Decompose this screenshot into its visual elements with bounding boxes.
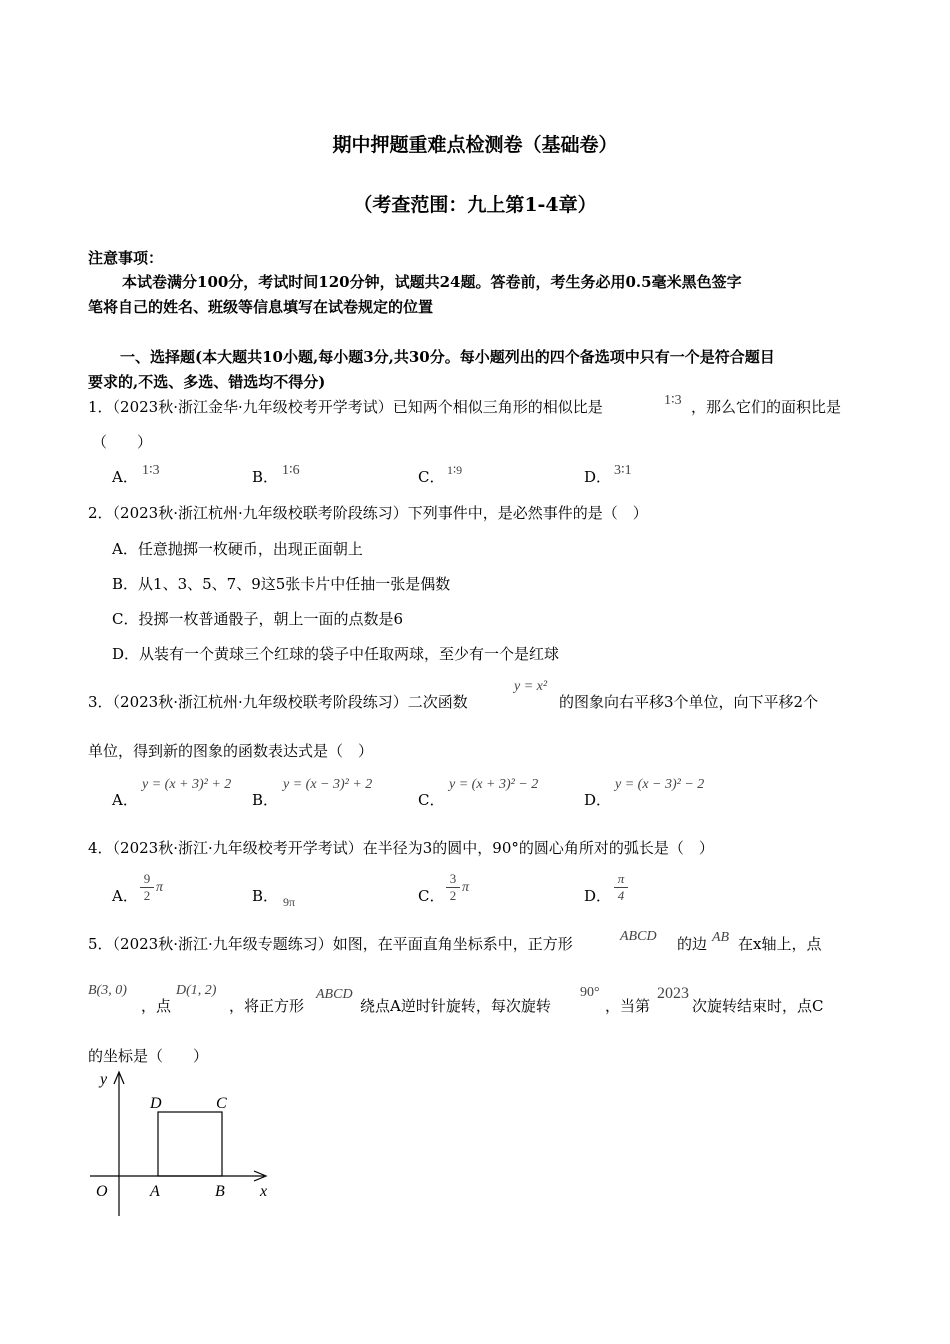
notice-line-1: 本试卷满分100分，考试时间120分钟，试题共24题。答卷前，考生务必用0.5毫米黑色签字: [122, 273, 742, 291]
label-b: B: [215, 1183, 225, 1200]
question-5-mid-4: ，将正方形: [229, 997, 305, 1015]
notice-heading: 注意事项：: [88, 249, 164, 267]
question-5-point-d: D(1, 2): [176, 983, 217, 998]
q4-option-d-label: D．: [584, 887, 612, 905]
label-a: A: [150, 1183, 160, 1200]
q4-option-a-denominator: 2: [143, 888, 151, 903]
question-5-mid-6: ，当第: [605, 997, 651, 1015]
q1-option-b-label: B．: [252, 468, 279, 486]
q4-option-c-label: C．: [418, 887, 445, 905]
question-5-mid-5: 绕点A逆时针旋转，每次旋转: [360, 997, 551, 1015]
question-3-line-2: 单位，得到新的图象的函数表达式是（ ）: [88, 742, 374, 760]
q3-option-c-value: y = (x + 3)² − 2: [449, 777, 539, 792]
question-1-tail: ，那么它们的面积比是: [691, 398, 842, 416]
q2-option-d: D．从装有一个黄球三个红球的袋子中任取两球，至少有一个是红球: [112, 645, 560, 663]
q2-option-a: A．任意抛掷一枚硬币，出现正面朝上: [112, 540, 363, 558]
question-3-function: y = x²: [514, 679, 548, 694]
q4-option-c-denominator: 2: [449, 888, 457, 903]
question-5-mid-1: 的边: [677, 935, 708, 953]
q4-option-d-fraction: [614, 872, 628, 903]
question-5-square: ABCD: [620, 929, 657, 944]
square-abcd: [158, 1112, 222, 1176]
label-x: x: [260, 1183, 268, 1200]
q4-option-d-numerator: π: [617, 871, 625, 886]
question-3-tail: 的图象向右平移3个单位，向下平移2个: [559, 693, 819, 711]
question-1-ratio: 1∶3: [664, 393, 682, 408]
section-heading-line-2: 要求的,不选、多选、错选均不得分): [88, 373, 326, 391]
q1-option-d-label: D．: [584, 468, 612, 486]
page-subtitle: （考查范围：九上第1-4章）: [353, 194, 597, 216]
question-2-stem: 2．（2023秋·浙江杭州·九年级校联考阶段练习）下列事件中，是必然事件的是（ ）: [88, 504, 648, 522]
q4-option-a-pi: π: [156, 880, 164, 895]
q1-option-c-label: C．: [418, 468, 445, 486]
label-y: y: [100, 1071, 108, 1088]
q4-option-a-label: A．: [112, 887, 138, 905]
q3-option-b-value: y = (x − 3)² + 2: [283, 777, 373, 792]
question-5-angle: 90°: [580, 985, 600, 1000]
question-5-mid-2: 在x轴上，点: [738, 935, 822, 953]
q4-option-c-fraction: [446, 872, 460, 903]
q3-option-c-label: C．: [418, 791, 445, 809]
question-5-tail: 次旋转结束时，点C: [692, 997, 824, 1015]
q2-option-c: C．投掷一枚普通骰子，朝上一面的点数是6: [112, 610, 404, 628]
page-title: 期中押题重难点检测卷（基础卷）: [332, 134, 618, 156]
question-5-count: 2023: [657, 985, 689, 1002]
q3-option-d-label: D．: [584, 791, 612, 809]
q3-option-d-value: y = (x − 3)² − 2: [615, 777, 705, 792]
question-1-paren: （ ）: [92, 433, 153, 451]
label-o: O: [96, 1183, 108, 1200]
question-4-stem: 4．（2023秋·浙江·九年级校考开学考试）在半径为3的圆中，90°的圆心角所对的弧长是（ ）: [88, 839, 714, 857]
label-d: D: [150, 1095, 162, 1112]
question-5-point-b: B(3, 0): [88, 983, 127, 998]
q2-option-b: B．从1、3、5、7、9这5张卡片中任抽一张是偶数: [112, 575, 451, 593]
q4-option-a-fraction: [140, 872, 154, 903]
question-5-stem: 5．（2023秋·浙江·九年级专题练习）如图，在平面直角坐标系中，正方形: [88, 935, 573, 953]
q4-option-b-label: B．: [252, 887, 279, 905]
label-c: C: [216, 1095, 227, 1112]
q4-option-a-numerator: 9: [143, 871, 151, 886]
question-5-square-2: ABCD: [316, 987, 353, 1002]
q1-option-a-label: A．: [112, 468, 138, 486]
section-heading-line-1: 一、选择题(本大题共10小题,每小题3分,共30分。每小题列出的四个备选项中只有一个是符合题目: [120, 348, 775, 366]
question-5-line-3: 的坐标是（ ）: [88, 1047, 209, 1065]
q3-option-a-value: y = (x + 3)² + 2: [142, 777, 232, 792]
q1-option-c-value: 1∶9: [447, 463, 463, 477]
q4-option-c-pi: π: [462, 880, 470, 895]
question-5-mid-3: ，点: [141, 997, 172, 1015]
q4-option-c-numerator: 3: [449, 871, 457, 886]
q3-option-b-label: B．: [252, 791, 279, 809]
coordinate-figure: [84, 1064, 284, 1224]
q1-option-a-value: 1∶3: [142, 463, 160, 478]
q4-option-b-value: 9π: [283, 895, 296, 909]
question-3-stem: 3．（2023秋·浙江杭州·九年级校联考阶段练习）二次函数: [88, 693, 468, 711]
q1-option-d-value: 3∶1: [614, 463, 632, 478]
q4-option-d-denominator: 4: [617, 888, 625, 903]
q3-option-a-label: A．: [112, 791, 138, 809]
question-5-side: AB: [712, 930, 730, 945]
question-1-stem: 1．（2023秋·浙江金华·九年级校考开学考试）已知两个相似三角形的相似比是: [88, 398, 603, 416]
notice-line-2: 笔将自己的姓名、班级等信息填写在试卷规定的位置: [88, 298, 434, 316]
q1-option-b-value: 1∶6: [282, 463, 300, 478]
